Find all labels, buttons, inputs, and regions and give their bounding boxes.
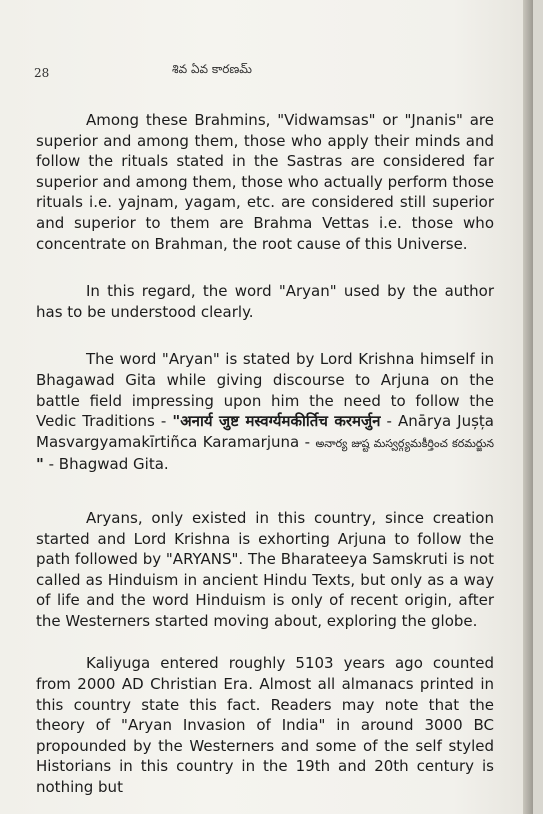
verse-dash: - [299,432,311,451]
paragraph-aryan-word: In this regard, the word "Aryan" used by the author has to be understood clearly. [36,282,494,321]
running-header: శివ ఏవ కారణమ్ [172,62,252,76]
verse-separator: - [380,412,398,431]
paragraph-kaliyuga: Kaliyuga entered roughly 5103 years ago counted from 2000 AD Christian Era. Almost all almanacs printed in this country state this fact. Readers may note that the theory of "Aryan Invasion of India" in around 3000 BC propounded by the Westerners and some of the self styled Historians in this country in the 19th and 20th century is nothing but [36,654,494,797]
page-number: 28 [34,66,50,80]
paragraph-brahmins: Among these Brahmins, "Vidwamsas" or "Jnanis" are superior and among them, those who apply their minds and follow the rituals stated in the Sastras are considered far superior and among them, those who actually perform those rituals i.e. yajnam, yagam, etc. are considered still superior and superior to them are Brahma Vettas i.e. those who concentrate on Brahman, the root cause of this Universe. [36,111,494,253]
sanskrit-verse: "अनार्य जुष्ट मस्वर्ग्यमकीर्तिच करमर्जुन [172,412,381,431]
transliterated-verse: Anārya Jușța Masvargyamakīrtiñca Karamarjuna [36,412,494,451]
paragraph-aryans: Aryans, only existed in this country, since creation started and Lord Krishna is exhorting Arjuna to follow the path followed by "ARYANS". The Bharateeya Samskruti is not called as Hinduism in ancient Hindu Texts, but only as a way of life and the word Hinduism is only of recent origin, after the Westerners started moving about, exploring the globe. [36,508,494,630]
page-edge-shadow [523,0,533,814]
verse-source: - Bhagwad Gita. [43,455,169,474]
closing-quote: " [36,455,44,474]
gita-intro-text: The word "Aryan" is stated by Lord Krishna himself in Bhagawad Gita while giving discourse to Arjuna on the battle field impressing upon him the need to follow the Vedic Traditions - [36,350,494,431]
telugu-verse: అనార్య జుష్ట మస్వర్గ్యమకీర్తించ కరమర్జున [315,436,494,450]
page-body [36,110,494,814]
paragraph-gita-quote [36,349,494,475]
